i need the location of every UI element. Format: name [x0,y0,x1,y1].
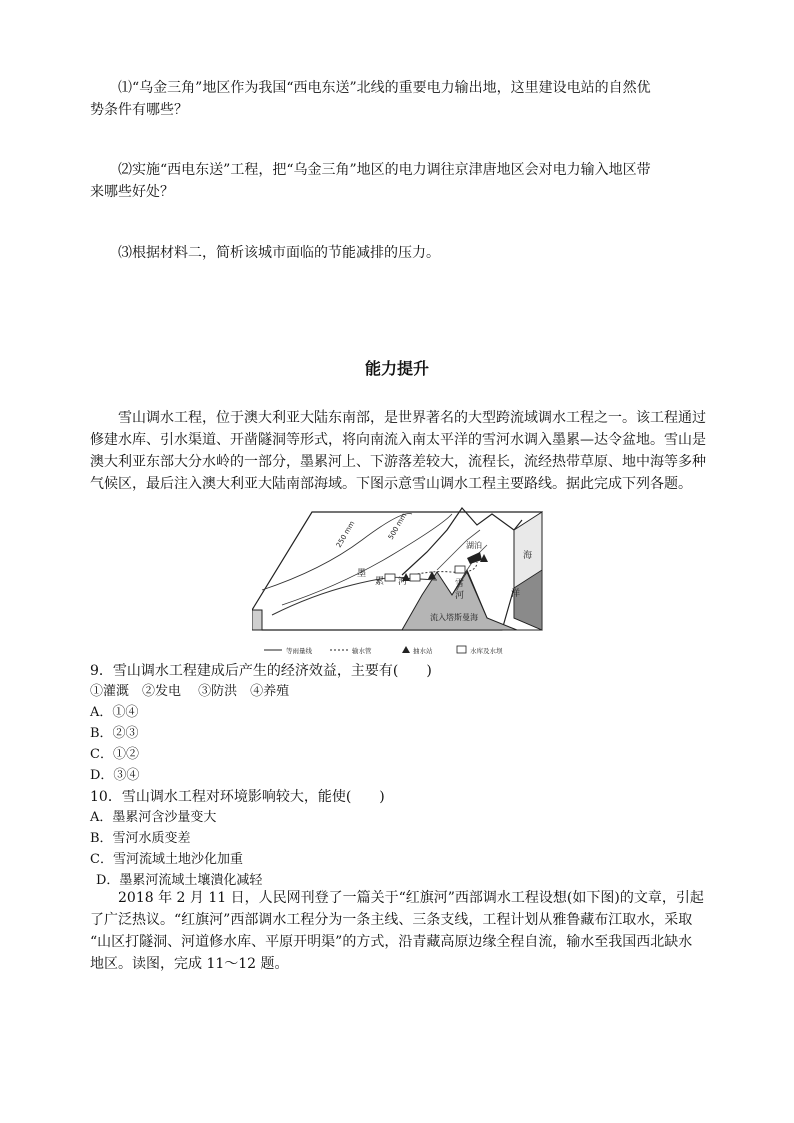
question-2-line-2: 来哪些好处？ [90,184,174,200]
question-9-option-c: C．①② [90,747,139,762]
passage-1-line-2: 修建水库、引水渠道、开凿隧洞等形式，将向南流入南太平洋的雪河水调入墨累—达令盆地。雪山是 [90,432,706,448]
question-9-items: ①灌溉 ②发电 ③防洪 ④养殖 [90,684,290,699]
legend-reservoir-label: 水库及水坝 [470,647,503,655]
tasman-sea-label: 流入塔斯曼海 [430,613,478,622]
passage-2-line-3: “山区打隧洞、河道修水库、平原开明渠”的方式，沿青藏高原边缘全程自流，输水至我国西北缺水 [90,934,693,950]
question-10-stem: 10．雪山调水工程对环境影响较大，能使( ) [90,789,385,805]
question-3: ⑶根据材料二，简析该城市面临的节能减排的压力。 [118,245,440,261]
sea-label: 海 [523,551,533,561]
snowy-river-label-2: 河 [455,591,465,601]
question-10-option-d: D．墨累河流域土壤潰化减轻 [96,873,263,888]
question-9-option-a: A．①④ [90,705,139,720]
legend-pump-label: 抽水站 [413,647,433,655]
river-label-mo: 墨 [357,569,367,579]
contour-label-500: 500 mm [386,511,409,541]
question-9-option-b: B．②③ [90,726,139,741]
passage-2-line-4: 地区。读图，完成 11～12 题。 [90,956,289,972]
question-1-line-2: 势条件有哪些？ [90,102,188,118]
river-label-he: 河 [398,577,408,587]
passage-2-line-1: 2018 年 2 月 11 日，人民网刊登了一篇关于“红旗河”西部调水工程设想(如下图)的文章，引起 [118,890,704,906]
question-9-option-d: D．③④ [90,768,140,783]
legend-contour-label: 等雨量线 [286,647,312,655]
section-title: 能力提升 [364,359,429,378]
question-10-option-a: A．墨累河含沙量变大 [90,810,217,825]
question-10-option-c: C．雪河流域土地沙化加重 [90,852,243,867]
legend-reservoir-icon [457,646,466,653]
lake-label: 湖泊 [466,541,482,550]
question-2-line-1: ⑵实施“西电东送”工程，把“乌金三角”地区的电力调往京津唐地区会对电力输入地区带 [118,162,651,178]
contour-label-250: 250 mm [334,519,357,549]
question-9-stem: 9．雪山调水工程建成后产生的经济效益，主要有( ) [90,663,432,679]
ocean-label: 洋 [511,589,521,599]
passage-1-line-3: 澳大利亚东部大分水岭的一部分，墨累河上、下游落差较大，流程长，流经热带草原、地中海等多种 [90,454,706,470]
passage-1-line-4: 气候区，最后注入澳大利亚大陆南部海域。下图示意雪山调水工程主要路线。据此完成下列各题。 [90,476,692,492]
snowy-river-label-1: 雪 [455,579,465,589]
question-10-option-b: B．雪河水质变差 [90,831,191,846]
snowy-mountains-diagram [252,500,548,658]
legend-pump-icon [402,646,410,653]
passage-2-line-2: 了广泛热议。“红旗河”西部调水工程分为一条主线、三条支线，工程计划从雅鲁藏布江取水，采取 [90,912,693,928]
river-label-lei: 累 [375,577,385,587]
legend-pipe-label: 输水管 [352,647,372,655]
passage-1-line-1: 雪山调水工程，位于澳大利亚大陆东南部，是世界著名的大型跨流域调水工程之一。该工程通过 [118,410,706,426]
question-1-line-1: ⑴“乌金三角”地区作为我国“西电东送”北线的重要电力输出地，这里建设电站的自然优 [118,80,651,96]
